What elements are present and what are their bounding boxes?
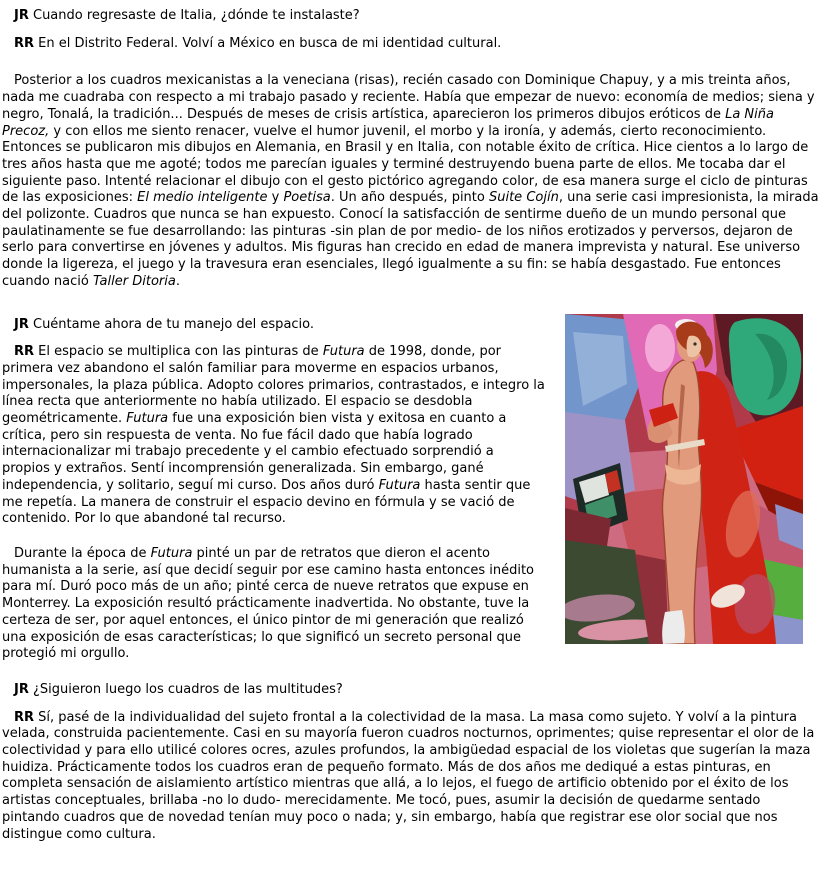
interview-answer [2,36,822,53]
text-run: y [267,190,284,206]
text-run: Durante la época de [14,545,151,561]
speaker-label: JR [14,8,29,23]
speaker-label: RR [14,709,35,725]
speaker-label: JR [14,316,29,332]
text-run: Posterior a los cuadros mexicanistas a la veneciana (risas), recién casado con Dominique Chapuy, y a mis treinta años, nada me cuadraba con respecto a mi trabajo pasado y reciente. Había que empezar de nuevo: economía de medios; siena y negro, Tonalá, la tradición... Después de meses de crisis artística, aparecieron los primeros dibujos eróticos de [2,73,815,122]
painting-image [565,314,803,644]
text-run: . [175,273,180,289]
paint-eye [693,342,696,345]
text-run: pinté un par de retratos que dieron el acento humanista a la serie, así que decidí seguir por ese camino hasta entonces inédito para mí. Duró poco más de un año; pinté cerca de nueve retratos que expuse en Monterrey. La exposición resultó prácticamente inadvertida. No obstante, tuve la certeza de ser, por aquel entonces, el único pintor de mi generación que realizó una exposición de esas características; lo que significó un secreto personal que protegió mi orgullo. [2,545,535,662]
interview-answer [2,710,822,844]
speaker-label: JR [14,681,29,697]
speaker-label: RR [14,35,35,51]
work-title: Futura [150,545,193,561]
text-run: hasta sentir que me repetía. La manera de construir el espacio devino en fórmula y se vació de contenido. Por lo que abandoné tal recurso. [2,477,531,527]
paint-pink-dab [645,324,675,372]
work-title: El medio inteligente [137,190,268,206]
speaker-label: RR [14,344,35,360]
work-title: Taller Ditoria [92,273,176,289]
interview-question [2,8,822,25]
work-title: La Niña Precoz, [2,106,774,139]
text-run: de 1998, donde, por primera vez abandono el salón familiar para moverme en espacios urbanos, impersonales, la plaza pública. Adopto colores primarios, contrastados, e integro la línea recta que anteriormente no había utilizado. El espacio se desdobla geométricamente. [2,344,545,427]
text-run: , una serie casi impresionista, la mirada del polizonte. Cuadros que nunca se han expuesto. Conocí la satisfacción de sentirme dueño de un mundo personal que paulatinamente se fue desarrollando: las pinturas -sin plan de por medio- de los niños erotizados y perversos, dejaron de serlo para convertirse en jóvenes y adultos. Mis figuras han crecido en edad de manera imprevista y natural. Ese universo donde la ligereza, el juego y la travesura eran esenciales, llegó igualmente a su fin: se había desgastado. Fue entonces cuando nació [2,190,819,289]
paint-sock [662,610,685,644]
interview-section-top [2,8,822,291]
text-run: Cuéntame ahora de tu manejo del espacio. [28,316,315,332]
text-run: En el Distrito Federal. Volví a México en busca de mi identidad cultural. [34,35,502,51]
interview-question [2,682,822,699]
text-run: El espacio se multiplica con las pinturas de [34,344,323,360]
paint-green-blob [729,318,801,415]
work-title: Futura [126,411,169,427]
text-run: fue una exposición bien vista y exitosa en cuanto a crítica, pero sin respuesta de venta. No fue fácil dado que había logrado internacionalizar mi trabajo precedente y el cambio efectuado sorprendió a propios y extraños. Sentí incomprensión generalizada. Sin embargo, gané independencia, y solitario, seguí mi curso. Dos años duró [2,411,507,493]
text-run: Cuando regresaste de Italia, ¿dónde te instalaste? [28,8,360,23]
interview-paragraph [2,73,822,290]
painting-float [565,314,803,644]
work-title: Futura [322,344,365,360]
work-title: Futura [378,477,421,493]
work-title: Poetisa [283,190,331,206]
text-run: ¿Siguieron luego los cuadros de las multitudes? [28,681,343,697]
work-title: Suite Cojín [488,190,559,206]
text-run: y con ellos me siento renacer, vuelve el humor juvenil, el morbo y la ironía, y además, cierto reconocimiento. Entonces se publicaron mis dibujos en Alemania, en Brasil y en Italia, con notable éxito de crítica. Hice cientos a lo largo de tres años hasta que me agoté; todos me parecían iguales y terminé destruyendo buena parte de ellos. Me tocaba dar el siguiente paso. Intenté relacionar el dibujo con el gesto pictórico agregando color, de esa manera surge el ciclo de pinturas de las exposiciones: [2,123,809,206]
text-run: . Un año después, pinto [330,190,489,206]
text-run: Sí, pasé de la individualidad del sujeto frontal a la colectividad de la masa. La masa como sujeto. Y volví a la pintura velada, construida pacientemente. Casi en su mayoría fueron cuadros nocturnos, oprimentes; quise representar el olor de la colectividad y para ello utilicé colores ocres, azules profundos, la ambigüedad espacial de los violetas que sugerían la maza huidiza. Prácticamente todos los cuadros eran de pequeño formato. Más de dos años me dediqué a estas pinturas, en completa sensación de aislamiento artístico mientras que allá, a lo lejos, el fuego de artificio obtenido por el éxito de los artistas conceptuales, brillaba -no lo dudo- merecidamente. Me tocó, pues, asumir la decisión de quedarme sentado pintando cuadros que de novedad tenían muy poco o nada; y, sin embargo, había que registrar ese olor social que nos distingue como cultura. [2,709,815,842]
